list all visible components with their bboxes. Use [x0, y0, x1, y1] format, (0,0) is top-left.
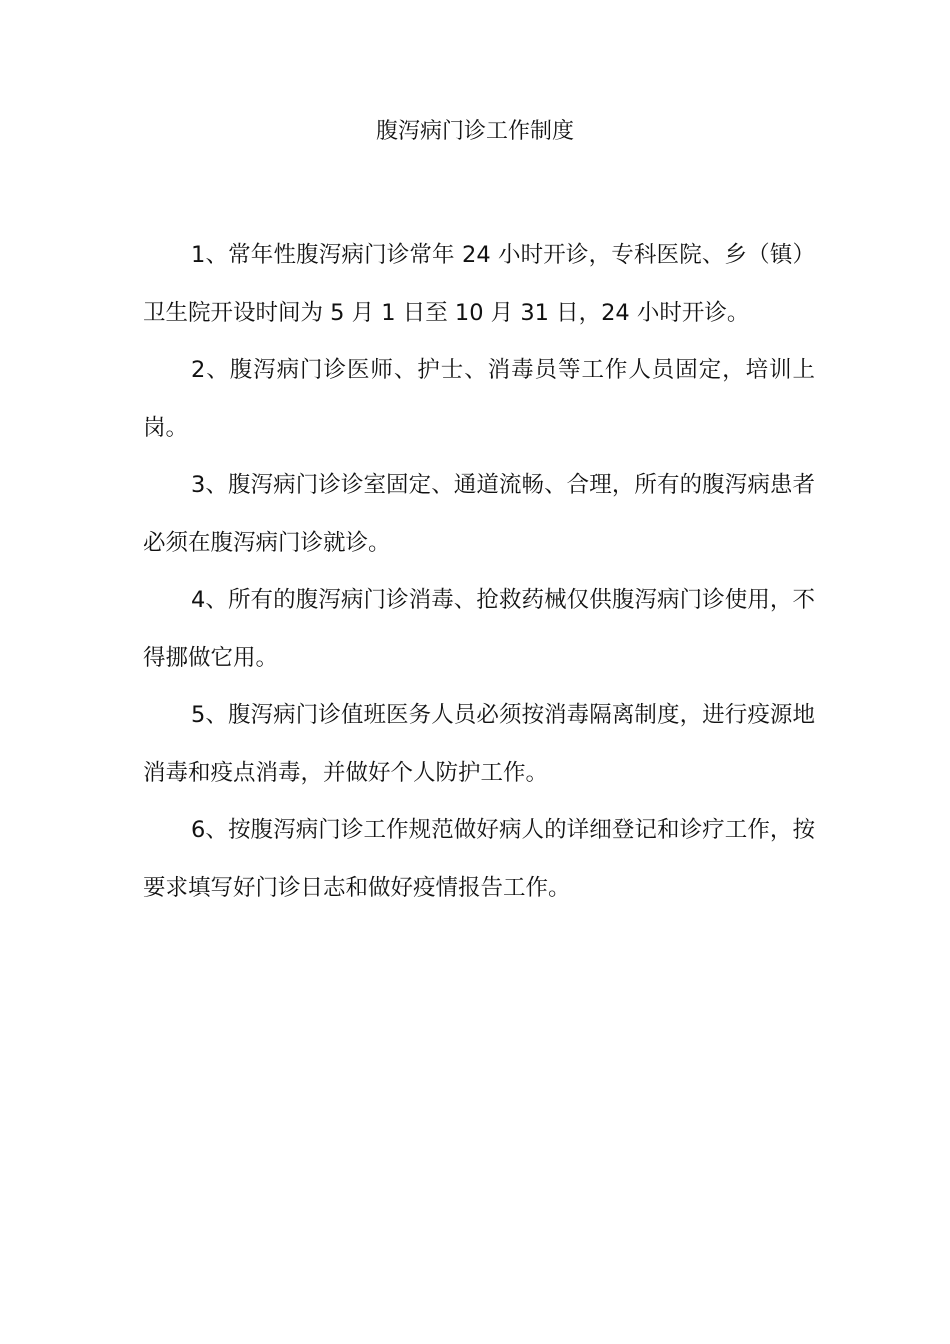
paragraph-1: 1、常年性腹泻病门诊常年 24 小时开诊，专科医院、乡（镇）卫生院开设时间为 5 月 1 日至 10 月 31 日，24 小时开诊。	[143, 242, 815, 326]
paragraph-6: 6、按腹泻病门诊工作规范做好病人的详细登记和诊疗工作，按要求填写好门诊日志和做好疫情报告工作。	[143, 817, 815, 901]
paragraph-4: 4、所有的腹泻病门诊消毒、抢救药械仅供腹泻病门诊使用，不得挪做它用。	[143, 587, 815, 671]
document-title: 腹泻病门诊工作制度	[375, 119, 574, 144]
paragraph-3: 3、腹泻病门诊诊室固定、通道流畅、合理，所有的腹泻病患者必须在腹泻病门诊就诊。	[143, 472, 815, 556]
paragraph-5: 5、腹泻病门诊值班医务人员必须按消毒隔离制度，进行疫源地消毒和疫点消毒，并做好个人防护工作。	[143, 702, 815, 786]
paragraph-2: 2、腹泻病门诊医师、护士、消毒员等工作人员固定，培训上岗。	[143, 357, 815, 441]
document-body	[143, 227, 815, 917]
